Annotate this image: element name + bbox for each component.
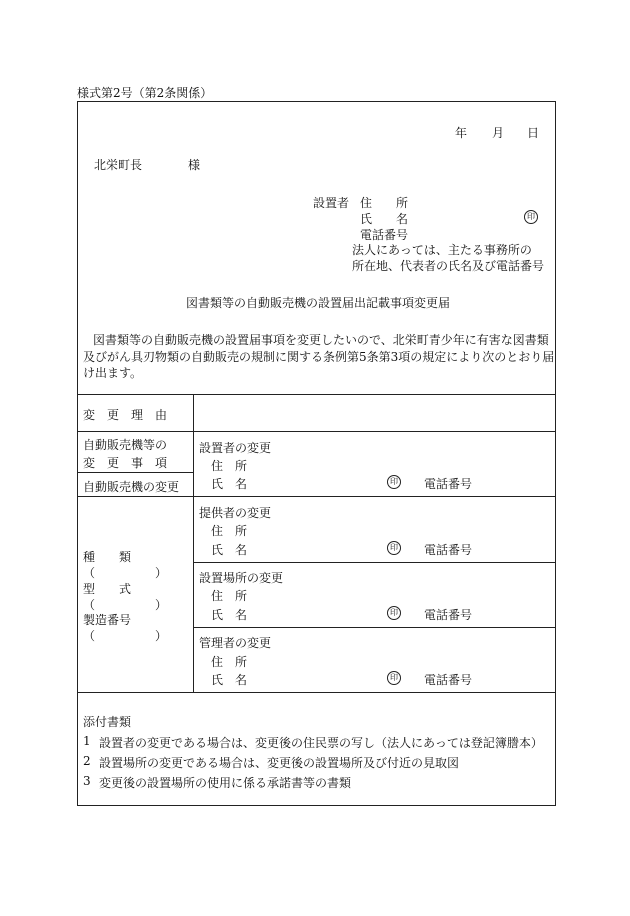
location-seal-icon: 印 [387,606,401,620]
items-label-1: 自動販売機等の [83,438,168,452]
table-line-left-mid [77,472,193,473]
table-line-2 [77,431,556,432]
body-line-2: 及びがん具刃物類の自動販売の規制に関する条例第5条第3項の規定により次のとおり届 [83,350,555,364]
table-line-4 [193,562,556,563]
applicant-label: 設置者 [313,196,350,210]
addressee-name: 北栄町長 [94,158,143,172]
document-title: 図書類等の自動販売機の設置届出記載事項変更届 [186,296,451,310]
frame-top [77,101,556,102]
applicant-corp-note-1: 法人にあっては、主たる事務所の [352,243,532,257]
date-day: 日 [527,126,540,140]
installer-seal-icon: 印 [387,475,401,489]
table-line-3 [77,496,556,497]
manager-address-label: 住 所 [211,655,248,669]
reason-label: 変 更 理 由 [83,408,168,422]
section-title-provider: 提供者の変更 [199,506,272,520]
form-number: 様式第2号（第2条関係） [77,86,213,100]
attachment-num-3: 3 [83,774,91,788]
date-year: 年 [455,126,468,140]
table-line-6 [77,692,556,693]
model-paren: （ ） [83,598,168,612]
table-line-5 [193,627,556,628]
installer-address-label: 住 所 [211,459,248,473]
manager-seal-icon: 印 [387,671,401,685]
applicant-phone-label: 電話番号 [360,228,409,242]
frame-bottom [77,805,556,806]
installer-phone-label: 電話番号 [424,477,473,491]
manager-name-label: 氏 名 [211,673,248,687]
applicant-name-label: 氏 名 [360,212,409,226]
attachments-heading: 添付書類 [83,715,132,729]
frame-right [555,101,556,806]
type-paren: （ ） [83,566,168,580]
serial-label: 製造番号 [83,613,132,627]
machine-change-label: 自動販売機の変更 [83,480,180,494]
provider-seal-icon: 印 [387,541,401,555]
addressee-honorific: 様 [188,158,201,172]
manager-phone-label: 電話番号 [424,673,473,687]
location-phone-label: 電話番号 [424,608,473,622]
attachment-text-3: 変更後の設置場所の使用に係る承諾書等の書類 [99,776,352,790]
applicant-seal-icon: 印 [524,210,538,224]
attachment-text-2: 設置場所の変更である場合は、変更後の設置場所及び付近の見取図 [99,756,460,770]
provider-address-label: 住 所 [211,524,248,538]
serial-paren: （ ） [83,629,168,643]
provider-name-label: 氏 名 [211,543,248,557]
attachment-text-1: 設置者の変更である場合は、変更後の住民票の写し（法人にあっては登記簿謄本） [99,736,543,750]
body-line-3: け出ます。 [83,366,143,380]
section-title-location: 設置場所の変更 [199,571,284,585]
body-line-1: 図書類等の自動販売機の設置届事項を変更したいので、北栄町青少年に有害な図書類 [93,333,549,347]
table-line-1 [77,394,556,395]
section-title-manager: 管理者の変更 [199,636,272,650]
date-month: 月 [492,126,505,140]
section-title-installer: 設置者の変更 [199,441,272,455]
installer-name-label: 氏 名 [211,477,248,491]
frame-left [77,101,78,806]
applicant-address-label: 住 所 [360,196,409,210]
attachment-num-1: 1 [83,734,91,748]
table-divider [193,394,194,693]
provider-phone-label: 電話番号 [424,543,473,557]
location-address-label: 住 所 [211,589,248,603]
attachment-num-2: 2 [83,754,91,768]
model-label: 型 式 [83,582,132,596]
items-label-2: 変 更 事 項 [83,456,168,470]
type-label: 種 類 [83,550,132,564]
location-name-label: 氏 名 [211,608,248,622]
applicant-corp-note-2: 所在地、代表者の氏名及び電話番号 [352,259,545,273]
